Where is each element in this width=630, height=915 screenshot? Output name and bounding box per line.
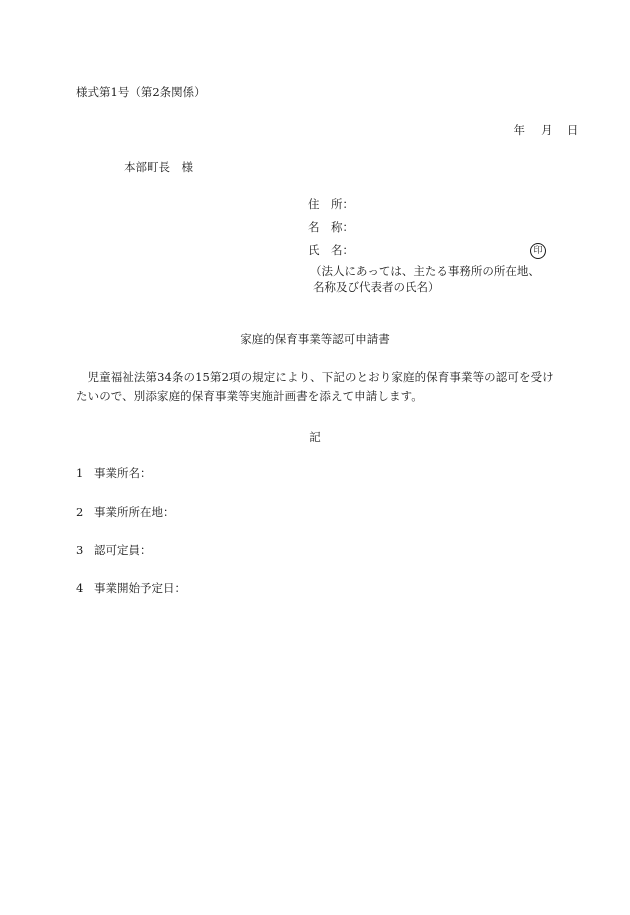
item-label: 事業所所在地： (94, 505, 175, 519)
list-item (76, 542, 152, 559)
item-number: 2 (76, 505, 84, 519)
date-year: 年 (513, 123, 525, 137)
applicant-name-label: 名 称： (308, 220, 354, 234)
item-number: 3 (76, 543, 84, 557)
date-month: 月 (541, 123, 553, 137)
document-title: 家庭的保育事業等認可申請書 (240, 332, 390, 346)
item-number: 4 (76, 581, 84, 595)
body-paragraph: 児童福祉法第34条の15第2項の規定により、下記のとおり家庭的保育事業等の認可を受けたいので、別添家庭的保育事業等実施計画書を添えて申請します。 (76, 370, 554, 403)
applicant-address-label: 住 所： (308, 197, 354, 211)
ki-heading: 記 (309, 430, 321, 444)
applicant-note-line1: （法人にあっては、主たる事務所の所在地、 (310, 264, 540, 278)
list-item (76, 580, 186, 597)
seal-mark: 印 (530, 243, 546, 259)
form-number: 様式第1号（第2条関係） (76, 85, 206, 99)
list-item (76, 504, 175, 521)
item-label: 事業開始予定日： (94, 581, 186, 595)
list-item (76, 465, 152, 482)
addressee: 本部町長 様 (124, 160, 193, 174)
applicant-person-label: 氏 名： (308, 243, 354, 257)
item-number: 1 (76, 466, 84, 480)
date-line (497, 122, 578, 139)
item-label: 事業所名： (94, 466, 152, 480)
applicant-note-line2: 名称及び代表者の氏名） (313, 280, 440, 294)
item-label: 認可定員： (94, 543, 152, 557)
date-day: 日 (566, 123, 579, 137)
